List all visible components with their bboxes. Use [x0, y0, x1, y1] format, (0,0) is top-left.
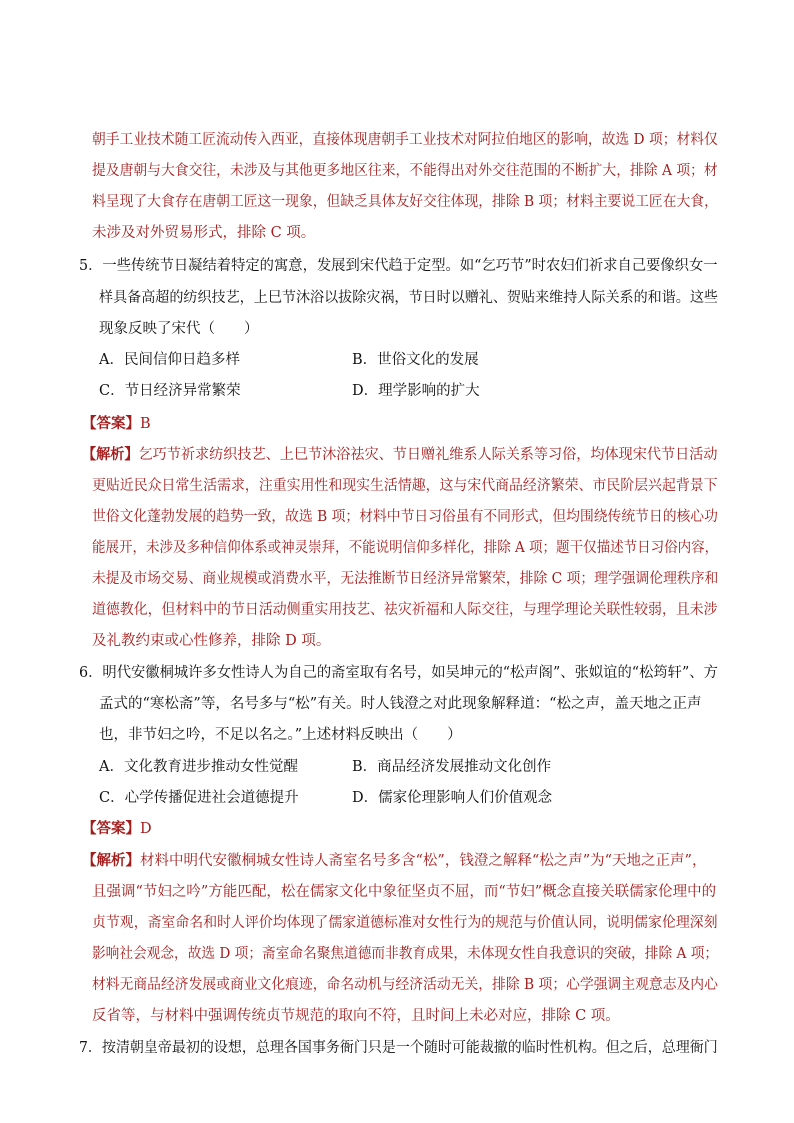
- q6-analysis-line-4: 影响社会观念，故选 D 项；斋室命名聚焦道德而非教育成果，未体现女性自我意识的突破，排除 A 项；: [92, 946, 719, 962]
- q6-answer: [82, 819, 152, 839]
- q6-option-d: D．儒家伦理影响人们价值观念: [352, 790, 553, 806]
- q5-analysis-line-1: 【解析】乞巧节祈求纺织技艺、上巳节沐浴祛灾、节日赠礼维系人际关系等习俗，均体现宋代节日活动: [82, 446, 718, 463]
- q5-option-a: A．民间信仰日趋多样: [99, 352, 240, 368]
- q5-analysis-line-7: 及礼教约束或心性修养，排除 D 项。: [92, 633, 331, 649]
- q5-stem-line-3: 现象反映了宋代（ ）: [99, 321, 259, 337]
- q7-stem-line-1: 7．按清朝皇帝最初的设想，总理各国事务衙门只是一个随时可能裁撤的临时性机构。但之后，总理衙门: [79, 1040, 718, 1056]
- q5-analysis-line-6: 道德教化，但材料中的节日活动侧重实用技艺、祛灾祈福和人际交往，与理学理论关联性较弱，且未涉: [92, 602, 718, 618]
- q6-answer-value: D: [140, 821, 152, 837]
- q5-option-d: D．理学影响的扩大: [352, 383, 480, 399]
- q6-option-c: C．心学传播促进社会道德提升: [99, 790, 299, 806]
- q5-stem-line-1: 5．一些传统节日凝结着特定的寓意，发展到宋代趋于定型。如“乞巧节”时农妇们祈求自己要像织女一: [79, 258, 718, 274]
- q6-option-b: B．商品经济发展推动文化创作: [352, 759, 552, 775]
- prev-explanation-line-2: 提及唐朝与大食交往，未涉及与其他更多地区往来，不能得出对外交往范围的不断扩大，排除 A 项；材: [92, 163, 718, 179]
- q6-option-a: A．文化教育进步推动女性觉醒: [99, 759, 298, 775]
- prev-explanation-line-3: 料呈现了大食存在唐朝工匠这一现象，但缺乏具体友好交往体现，排除 B 项；材料主要说工匠在大食，: [92, 194, 718, 210]
- q5-analysis-line-3: 世俗文化蓬勃发展的趋势一致，故选 B 项；材料中节日习俗虽有不同形式，但均围绕传统节日的核心功: [92, 509, 718, 525]
- q6-analysis-label: 【解析】: [82, 852, 140, 869]
- q5-answer-label: 【答案】: [82, 415, 140, 432]
- q6-analysis-line-6: 反省等，与材料中强调传统贞节规范的取向不符，且时间上未必对应，排除 C 项。: [92, 1008, 620, 1024]
- q5-analysis-label: 【解析】: [82, 446, 139, 463]
- q5-answer-value: B: [140, 416, 151, 432]
- q6-analysis-line-5: 材料无商品经济发展或商业文化痕迹，命名动机与经济活动无关，排除 B 项；心学强调主观意志及内心: [92, 977, 718, 993]
- q5-answer: [82, 414, 151, 434]
- q6-analysis-line-2: 且强调“节妇之吟”方能匹配，松在儒家文化中象征坚贞不屈，而“节妇”概念直接关联儒家伦理中的: [92, 884, 717, 900]
- q5-option-b: B．世俗文化的发展: [352, 352, 479, 368]
- q5-stem-line-2: 样具备高超的纺织技艺，上巳节沐浴以拔除灾祸，节日时以赠礼、贺贴来维持人际关系的和谐。这些: [99, 290, 718, 306]
- q5-option-c: C．节日经济异常繁荣: [99, 383, 241, 399]
- q5-analysis-line-5: 未提及市场交易、商业规模或消费水平，无法推断节日经济异常繁荣，排除 C 项；理学强调伦理秩序和: [92, 571, 719, 587]
- q6-stem-line-2: 孟式的“寒松斋”等，名号多与“松”有关。时人钱澄之对此现象解释道：“松之声，盖天地之正声: [99, 696, 702, 712]
- q6-stem-line-3: 也，非节妇之吟，不足以名之。”上述材料反映出（ ）: [99, 727, 462, 743]
- q6-analysis-line-1: 【解析】材料中明代安徽桐城女性诗人斋室名号多含“松”，钱澄之解释“松之声”为“天地之正声”，: [82, 852, 707, 869]
- prev-explanation-line-4: 未涉及对外贸易形式，排除 C 项。: [92, 225, 316, 241]
- q6-answer-label: 【答案】: [82, 820, 140, 837]
- prev-explanation-line-1: 朝手工业技术随工匠流动传入西亚，直接体现唐朝手工业技术对阿拉伯地区的影响，故选 D 项；材料仅: [92, 132, 718, 148]
- q5-analysis-line-4: 能展开，未涉及多种信仰体系或神灵崇拜，不能说明信仰多样化，排除 A 项；题干仅描述节日习俗内容，: [92, 540, 719, 556]
- q6-analysis-line-3: 贞节观，斋室命名和时人评价均体现了儒家道德标准对女性行为的规范与价值认同，说明儒家伦理深刻: [92, 915, 718, 931]
- q6-stem-line-1: 6．明代安徽桐城许多女性诗人为自己的斋室取有名号，如吴坤元的“松声阁”、张姒谊的“松筠轩”、方: [79, 665, 718, 681]
- q5-analysis-line-2: 更贴近民众日常生活需求，注重实用性和现实生活情趣，这与宋代商品经济繁荣、市民阶层兴起背景下: [92, 478, 718, 494]
